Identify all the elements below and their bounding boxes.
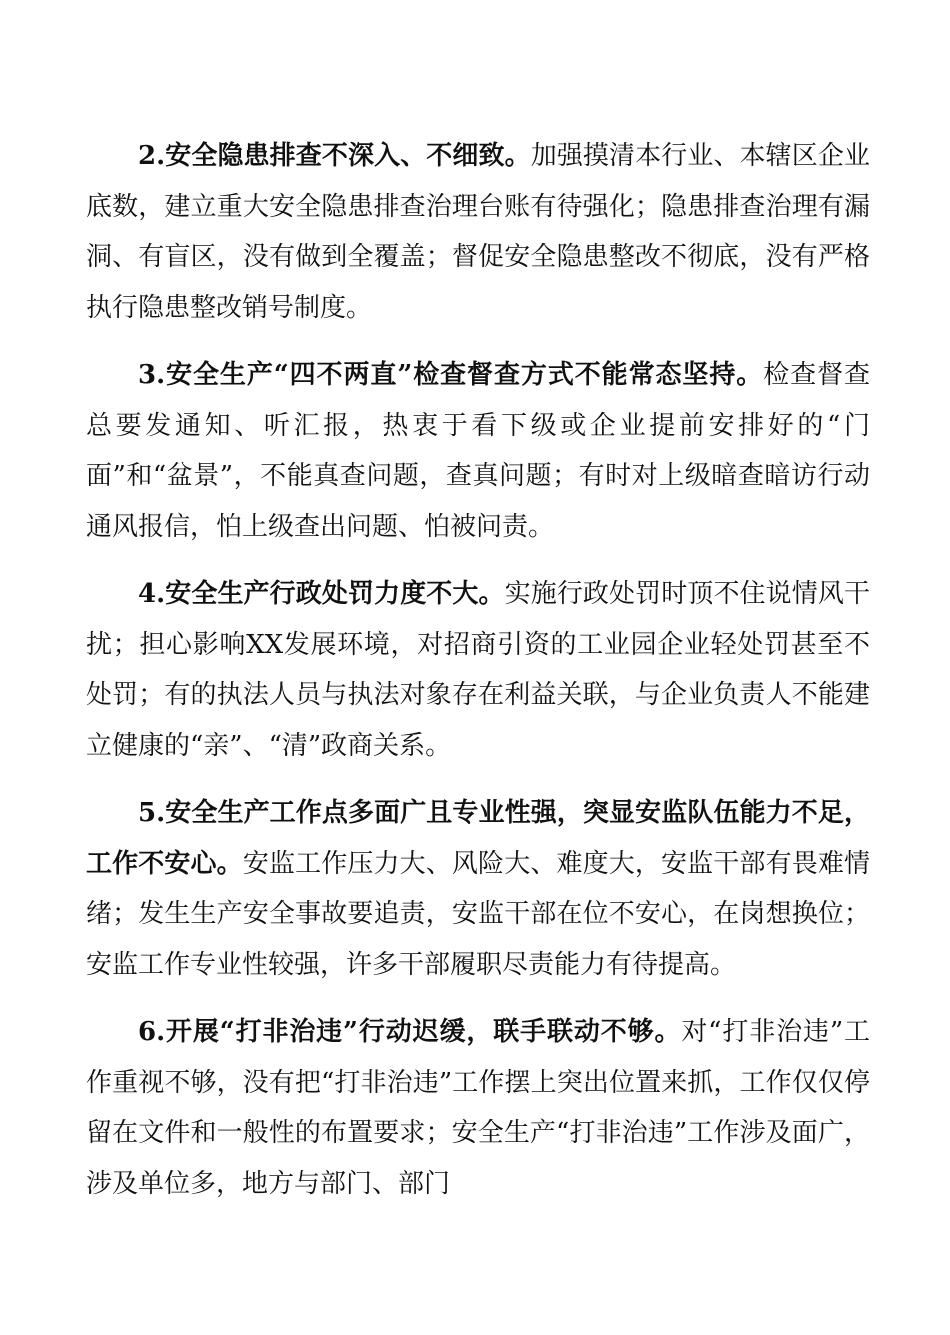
paragraph-item-2 xyxy=(86,131,870,333)
paragraph-heading: 3.安全生产“四不两直”检查督查方式不能常态坚持。 xyxy=(138,360,764,390)
paragraph-item-3 xyxy=(86,350,870,552)
paragraph-item-5 xyxy=(86,788,870,990)
paragraph-heading: 6.开展“打非治违”行动迟缓，联手联动不够。 xyxy=(138,1017,682,1047)
paragraph-item-6 xyxy=(86,1007,870,1209)
paragraph-heading: 5.安全生产工作点多面广且专业性强，突显安监队伍能力不足，工作不安心。 xyxy=(86,798,870,879)
document-page xyxy=(86,131,870,1226)
paragraph-body: 检查督查总要发通知、听汇报，热衷于看下级或企业提前安排好的“门面”和“盆景”，不能真查问题，查真问题；有时对上级暗查暗访行动通风报信，怕上级查出问题、怕被问责。 xyxy=(86,360,870,542)
paragraph-body: 安监工作压力大、风险大、难度大，安监干部有畏难情绪；发生生产安全事故要追责，安监干部在位不安心，在岗想换位；安监工作专业性较强，许多干部履职尽责能力有待提高。 xyxy=(86,848,870,980)
paragraph-item-4 xyxy=(86,569,870,771)
paragraph-body: 对“打非治违”工作重视不够，没有把“打非治违”工作摆上突出位置来抓，工作仅仅停留在文件和一般性的布置要求；安全生产“打非治违”工作涉及面广，涉及单位多，地方与部门、部门 xyxy=(86,1017,870,1199)
paragraph-heading: 2.安全隐患排查不深入、不细致。 xyxy=(138,141,531,171)
paragraph-body: 实施行政处罚时顶不住说情风干扰；担心影响XX发展环境，对招商引资的工业园企业轻处罚甚至不处罚；有的执法人员与执法对象存在利益关联，与企业负责人不能建立健康的“亲”、“清”政商关系。 xyxy=(86,579,870,761)
paragraph-heading: 4.安全生产行政处罚力度不大。 xyxy=(138,579,505,609)
paragraph-body: 加强摸清本行业、本辖区企业底数，建立重大安全隐患排查治理台账有待强化；隐患排查治理有漏洞、有盲区，没有做到全覆盖；督促安全隐患整改不彻底，没有严格执行隐患整改销号制度。 xyxy=(86,141,870,323)
